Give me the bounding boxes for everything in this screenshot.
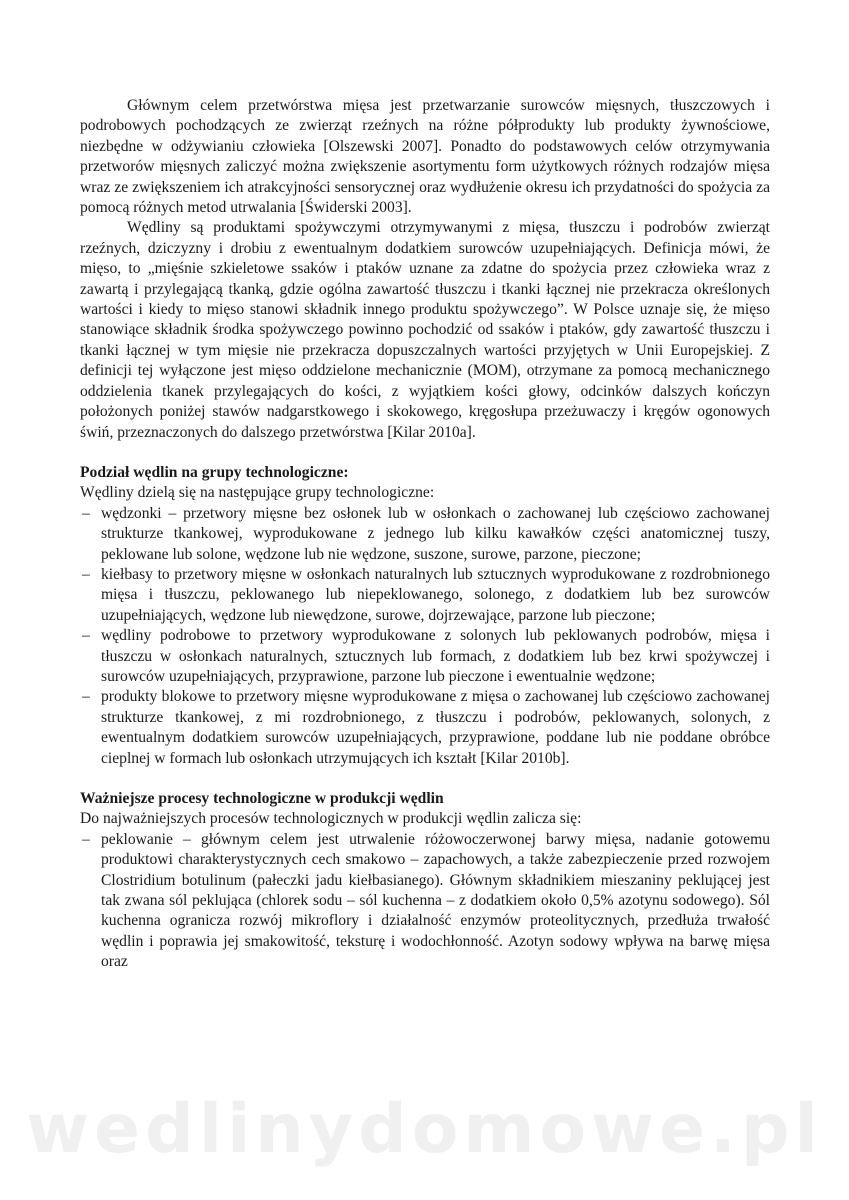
list-item: – kiełbasy to przetwory mięsne w osłonkach naturalnych lub sztucznych wyprodukowane z rozdrobnionego mięsa i tłuszczu, peklowanego lub niepeklowanego, solonego, z dodatkiem lub bez surowców uzupełniających, wędzone lub niewędzone, surowe, dojrzewające, parzone lub pieczone; [80, 565, 770, 626]
list-item: – peklowanie – głównym celem jest utrwalenie różowoczerwonej barwy mięsa, nadanie gotowemu produktowi charakterystycznych cech smakowo – zapachowych, a także zabezpieczenie przed rozwojem Clostridium botulinum (pałeczki jadu kiełbasianego). Głównym składnikiem mieszaniny peklującej jest tak zwana sól peklująca (chlorek sodu – sól kuchenna – z dodatkiem około 0,5% azotynu sodowego). Sól kuchenna ogranicza rozwój mikroflory i działalność enzymów proteolitycznych, przedłuża trwałość wędlin i poprawia jej smakowitość, teksturę i wodochłonność. Azotyn sodowy wpływa na barwę mięsa oraz [80, 830, 770, 973]
processes-list [80, 830, 770, 973]
list-item: – wędzonki – przetwory mięsne bez osłonek lub w osłonkach o zachowanej lub częściowo zachowanej strukturze tkankowej, wyprodukowane z jednego lub kilku kawałków części anatomicznej tuszy, peklowane lub solone, wędzone lub nie wędzone, suszone, surowe, parzone, pieczone; [80, 504, 770, 565]
section-heading-processes: Ważniejsze procesy technologiczne w produkcji wędlin [80, 790, 444, 807]
list-item: – produkty blokowe to przetwory mięsne wyprodukowane z mięsa o zachowanej lub częściowo zachowanej strukturze tkankowej, z mi rozdrobnionego, z tłuszczu i podrobów, peklowanych, solonych, z ewentualnym dodatkiem surowców uzupełniających, przyprawione, poddane lub nie poddane obróbce cieplnej w formach lub osłonkach utrzymujących ich kształt [Kilar 2010b]. [80, 687, 770, 769]
section-gap [80, 769, 770, 789]
section-lead-groups: Wędliny dzielą się na następujące grupy technologiczne: [80, 484, 435, 502]
document-page [80, 96, 770, 973]
intro-paragraph-1: Głównym celem przetwórstwa mięsa jest przetwarzanie surowców mięsnych, tłuszczowych i podrobowych pochodzących ze zwierząt rzeźnych na różne półprodukty lub produkty żywnościowe, niezbędne w odżywianiu człowieka [Olszewski 2007]. Ponadto do podstawowych celów otrzymywania przetworów mięsnych zaliczyć można zwiększenie asortymentu form użytkowych różnych rodzajów mięsa wraz ze zwiększeniem ich atrakcyjności sensorycznej oraz wydłużenie okresu ich przydatności do spożycia za pomocą różnych metod utrwalania [Świderski 2003]. [80, 97, 770, 217]
list-item: – wędliny podrobowe to przetwory wyprodukowane z solonych lub peklowanych podrobów, mięsa i tłuszczu w osłonkach naturalnych, sztucznych lub formach, z dodatkiem lub bez krwi spożywczej i surowców uzupełniających, przyprawione, parzone lub pieczone i ewentualnie wędzone; [80, 626, 770, 687]
intro-paragraph-2: Wędliny są produktami spożywczymi otrzymywanymi z mięsa, tłuszczu i podrobów zwierząt rzeźnych, dziczyzny i drobiu z ewentualnym dodatkiem surowców uzupełniających. Definicja mówi, że mięso, to „mięśnie szkieletowe ssaków i ptaków uznane za zdatne do spożycia przez człowieka wraz z zawartą i przylegającą tkanką, gdzie ogólna zawartość tłuszczu i tkanki łącznej nie przekracza określonych wartości i kiedy to mięso stanowi składnik innego produktu spożywczego”. W Polsce uznaje się, że mięso stanowiące składnik środka spożywczego powinno pochodzić od ssaków i ptaków, gdy zawartość tłuszczu i tkanki łącznej w tym mięsie nie przekracza dopuszczalnych wartości przyjętych w Unii Europejskiej. Z definicji tej wyłączone jest mięso oddzielone mechanicznie (MOM), otrzymane za pomocą mechanicznego oddzielenia tkanek przylegających do kości, z wyjątkiem kości głowy, odcinków dalszych kończyn położonych poniżej stawów nadgarstkowego i skokowego, kręgosłupa przeżuwaczy i kręgów ogonowych świń, przeznaczonych do dalszego przetwórstwa [Kilar 2010a]. [80, 219, 770, 441]
section-gap [80, 443, 770, 463]
groups-list [80, 504, 770, 769]
section-lead-processes: Do najważniejszych procesów technologicznych w produkcji wędlin zalicza się: [80, 810, 582, 828]
section-heading-groups: Podział wędlin na grupy technologiczne: [80, 463, 349, 481]
watermark-logo: wedlinydomowe.pl [26, 1090, 823, 1169]
